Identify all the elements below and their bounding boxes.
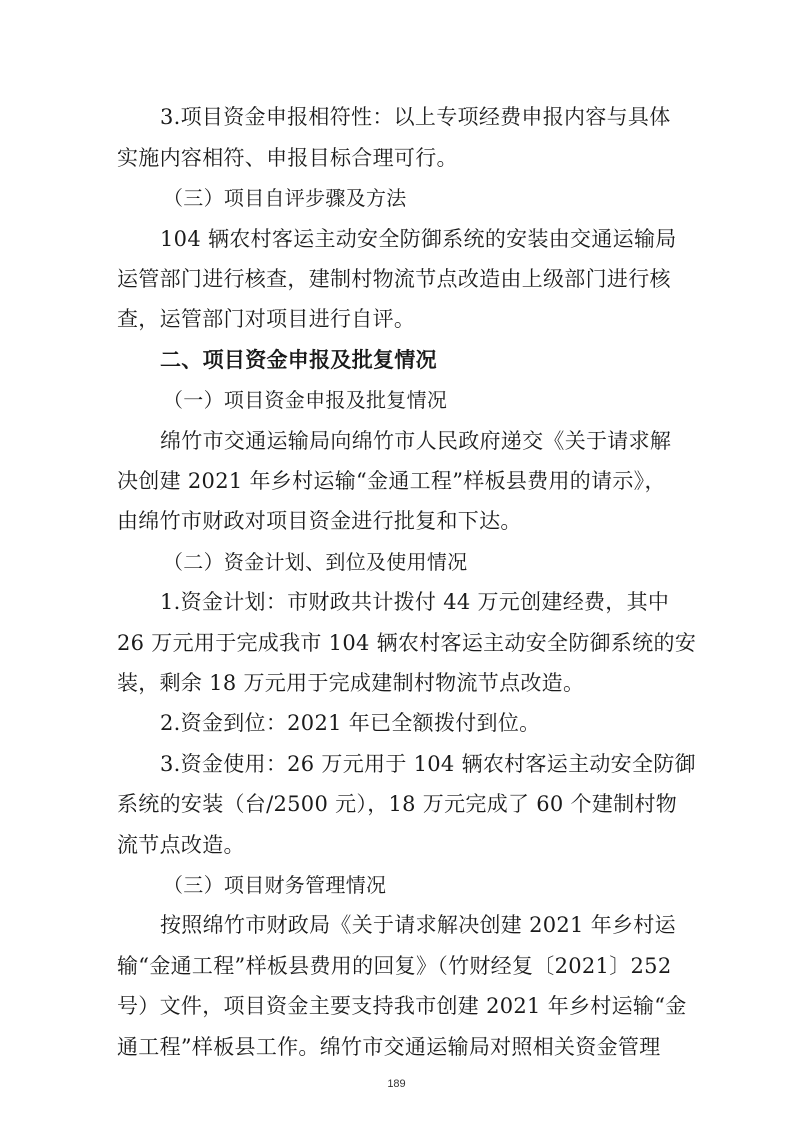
paragraph-line: 通工程”样板县工作。绵竹市交通运输局对照相关资金管理	[117, 1035, 661, 1059]
paragraph-line: 绵竹市交通运输局向绵竹市人民政府递交《关于请求解	[160, 429, 672, 453]
paragraph-line: 1.资金计划：市财政共计拨付 44 万元创建经费，其中	[160, 590, 670, 614]
subsection-heading: （三）项目财务管理情况	[163, 873, 387, 897]
paragraph-line: 决创建 2021 年乡村运输“金通工程”样板县费用的请示》，	[117, 469, 666, 493]
paragraph-line: 由绵竹市财政对项目资金进行批复和下达。	[117, 509, 522, 533]
paragraph-line: 输“金通工程”样板县费用的回复》（竹财经复〔2021〕252	[117, 954, 672, 978]
subsection-heading: （三）项目自评步骤及方法	[163, 186, 407, 210]
paragraph-line: 104 辆农村客运主动安全防御系统的安装由交通运输局	[160, 227, 677, 251]
page-number: 189	[387, 1078, 406, 1090]
paragraph-line: 查，运管部门对项目进行自评。	[117, 307, 416, 331]
paragraph-line: 3.资金使用：26 万元用于 104 辆农村客运主动安全防御	[160, 752, 696, 776]
paragraph-line: 号）文件，项目资金主要支持我市创建 2021 年乡村运输“金	[117, 994, 687, 1018]
paragraph-line: 实施内容相符、申报目标合理可行。	[117, 146, 458, 170]
paragraph-line: 运管部门进行核查，建制村物流节点改造由上级部门进行核	[117, 267, 671, 291]
subsection-heading: （一）项目资金申报及批复情况	[163, 388, 448, 412]
paragraph-line: 按照绵竹市财政局《关于请求解决创建 2021 年乡村运	[160, 913, 676, 937]
paragraph-line: 2.资金到位：2021 年已全额拨付到位。	[160, 711, 541, 735]
paragraph-line: 3.项目资金申报相符性：以上专项经费申报内容与具体	[160, 105, 671, 129]
paragraph-line: 流节点改造。	[117, 833, 245, 857]
paragraph-line: 装，剩余 18 万元用于完成建制村物流节点改造。	[117, 671, 585, 695]
subsection-heading: （二）资金计划、到位及使用情况	[163, 550, 468, 574]
paragraph-line: 26 万元用于完成我市 104 辆农村客运主动安全防御系统的安	[117, 631, 697, 655]
section-heading: 二、项目资金申报及批复情况	[160, 348, 437, 372]
paragraph-line: 系统的安装（台/2500 元），18 万元完成了 60 个建制村物	[117, 792, 678, 816]
